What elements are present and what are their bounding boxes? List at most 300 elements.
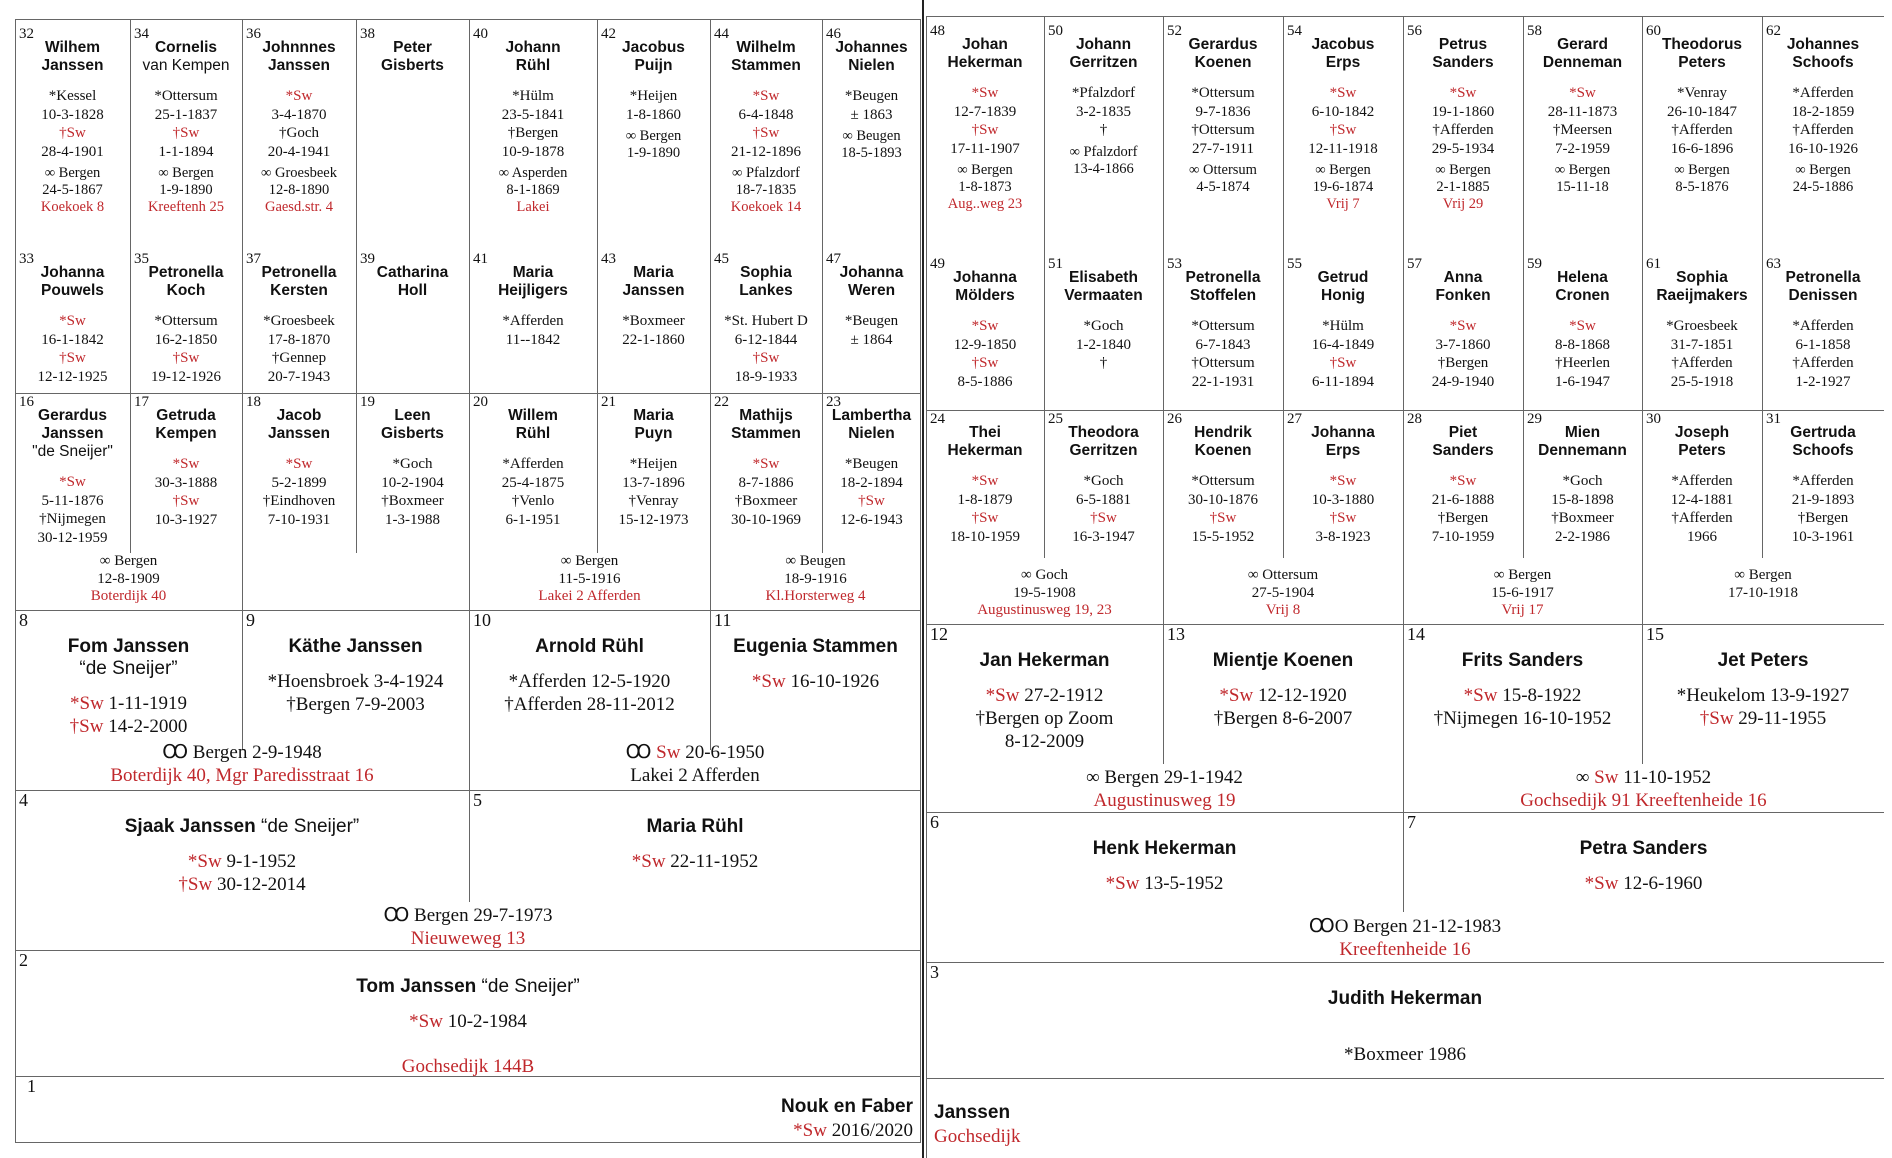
ancestor-number: 49 (930, 256, 945, 272)
ancestor-cell (1642, 255, 1762, 405)
death-date: 8-12-2009 (1004, 731, 1085, 752)
date-line: 1-6-1947 (1555, 373, 1610, 390)
ancestor-dates (242, 312, 356, 386)
marriage-date: 19-6-1874 (1312, 179, 1374, 195)
date-line: 1966 (1687, 528, 1717, 545)
date-line: †Afferden (1671, 355, 1733, 371)
death-line (1163, 707, 1403, 730)
birth-date: 16-10-1926 (785, 671, 880, 692)
date-line: 6-1-1951 (505, 511, 561, 528)
person-number: 6 (930, 812, 939, 832)
address: Gaesd.str. 4 (264, 199, 334, 215)
birth-line (1642, 684, 1884, 707)
ancestor-name: Jacob Janssen (267, 407, 331, 442)
date-line: 28-11-1873 (1547, 103, 1618, 120)
ancestor-number: 23 (826, 394, 841, 410)
marriage-info (1403, 766, 1884, 812)
ancestor-name: Wilhelm Stammen (731, 39, 801, 74)
grid-line (469, 19, 470, 610)
ancestor-dates (15, 473, 130, 547)
ancestor-dates (242, 455, 356, 529)
marriage-info (469, 553, 710, 606)
marriage-place-date (1403, 766, 1884, 789)
marriage-place: ∞ Pfalzdorf (732, 165, 800, 181)
date-line: 10-9-1878 (501, 143, 565, 160)
marriage-info (1642, 162, 1762, 196)
ancestor-dates (1523, 84, 1642, 158)
ancestor-number: 32 (19, 26, 34, 42)
ancestor-name: Wilhem Janssen (41, 39, 104, 74)
ancestor-number: 51 (1048, 256, 1063, 272)
ancestor-cell (710, 250, 822, 390)
person-cell (710, 610, 921, 693)
birth-line (469, 670, 710, 693)
ancestor-name: Lambertha Nielen (831, 407, 912, 442)
date-line: *Afferden (1671, 473, 1733, 489)
marriage-date: 18-5-1893 (841, 145, 902, 161)
date-line: 12-7-1839 (953, 103, 1017, 120)
ancestor-cell (1403, 410, 1523, 570)
birth-place: *Sw (1584, 873, 1619, 894)
grid-line (1642, 624, 1643, 764)
marriage-place: ∞ Bergen (1493, 567, 1552, 583)
marriage-info (926, 766, 1403, 812)
person-cell (469, 610, 710, 716)
date-line: † (1099, 122, 1108, 138)
marriage-info (469, 165, 597, 216)
birth-place: *Sw (985, 685, 1020, 706)
ancestor-name: Getrud Honig (1317, 269, 1369, 304)
ancestor-dates (1762, 472, 1884, 546)
date-line: 30-3-1888 (154, 474, 218, 491)
birth-line (926, 872, 1403, 895)
date-line: 19-1-1860 (1431, 103, 1495, 120)
ancestor-name-suffix: van Kempen (142, 57, 230, 74)
marriage-info (1523, 162, 1642, 196)
birth-place: *Sw (751, 671, 786, 692)
person-name: Nouk en Faber (781, 1096, 913, 1117)
ancestor-cell (242, 393, 356, 553)
marriage-date: 11-5-1916 (558, 570, 621, 587)
birth-place: *Sw (187, 851, 222, 872)
ancestor-cell (1283, 22, 1403, 252)
birth-line (469, 850, 921, 873)
date-line: *Sw (1449, 473, 1477, 489)
person-name: Judith Hekerman (1327, 988, 1483, 1009)
birth-date: 1-11-1919 (103, 693, 187, 714)
ancestor-number: 54 (1287, 23, 1302, 39)
marriage-place: ∞ Bergen (1435, 162, 1491, 178)
date-line: †Sw (1090, 510, 1117, 526)
date-line: †Heerlen (1555, 355, 1610, 371)
ancestor-cell (1523, 22, 1642, 252)
death-place: †Afferden 28-11-2012 (504, 694, 675, 715)
ancestor-name: Johann Gerritzen (1069, 36, 1138, 71)
date-line: 6-12-1844 (734, 331, 798, 348)
person-name-text: Käthe Janssen (288, 636, 423, 657)
birth-date: 22-11-1952 (665, 851, 759, 872)
ancestor-dates (1044, 317, 1163, 373)
date-line: 20-4-1941 (267, 143, 331, 160)
person-name-text: Mientje Koenen (1212, 650, 1354, 671)
ancestor-name: Johnnnes Janssen (262, 39, 336, 74)
date-line: 21-12-1896 (731, 143, 801, 160)
date-line: *Ottersum (1191, 318, 1255, 334)
date-line: †Meersen (1552, 122, 1613, 138)
person-name-text: Frits Sanders (1461, 650, 1584, 671)
birth-date: 9-1-1952 (221, 851, 297, 872)
ancestor-number: 38 (360, 26, 375, 42)
date-line: †Sw (1209, 510, 1237, 526)
marriage-date: 1-9-1890 (159, 182, 213, 198)
marriage-place: ∞ Bergen (44, 165, 101, 181)
ancestor-name: Johanna Weren (839, 264, 904, 299)
ancestor-dates (1403, 84, 1523, 158)
ancestor-dates (15, 312, 130, 386)
date-line: 3-4-1870 (271, 106, 327, 123)
address: Koekoek 14 (730, 199, 802, 215)
ancestor-cell (242, 250, 356, 390)
date-line: *Sw (1449, 318, 1477, 334)
ancestor-number: 44 (714, 26, 729, 42)
ancestor-number: 40 (473, 26, 488, 42)
birth-place: *Sw (1219, 685, 1254, 706)
ancestor-cell (1642, 410, 1762, 570)
ancestor-dates (597, 87, 710, 124)
grid-line (1163, 624, 1164, 764)
address: Lakei (516, 199, 550, 215)
ancestor-number: 20 (473, 394, 488, 410)
marriage-place: Sw (1594, 767, 1619, 788)
ancestor-name: Elisabeth Vermaaten (1064, 269, 1143, 304)
marriage-place-date: ∞ Bergen 29-1-1942 (1086, 767, 1243, 788)
ancestor-dates (1163, 317, 1283, 391)
marriage-place: ∞ Pfalzdorf (1069, 143, 1138, 160)
date-line: †Afferden (1792, 122, 1854, 138)
ancestor-number: 29 (1527, 411, 1542, 427)
person-nickname: “de Sneijer” (476, 976, 580, 997)
person-number: 12 (930, 624, 948, 644)
date-line: 5-2-1899 (271, 474, 327, 491)
date-line: †Boxmeer (381, 493, 444, 509)
person-name (1163, 650, 1403, 672)
ancestor-cell (1044, 410, 1163, 570)
ancestor-cell (15, 393, 130, 553)
ancestor-dates (1523, 472, 1642, 546)
date-line: † (1099, 355, 1108, 371)
date-line: *Goch (1083, 318, 1124, 334)
marriage-info (15, 741, 469, 787)
ancestor-name: Jacobus Erps (1311, 36, 1375, 71)
ancestor-number: 43 (601, 251, 616, 267)
ancestor-cell (469, 250, 597, 390)
person-cell (242, 610, 469, 716)
death-date: 29-11-1955 (1733, 708, 1827, 729)
person-dates (1403, 684, 1642, 730)
grid-line (1523, 16, 1524, 410)
date-line: 10-3-1880 (1311, 491, 1375, 508)
ancestor-name: Mathijs Stammen (731, 407, 801, 442)
marriage-date: 24-5-1886 (1792, 179, 1854, 195)
ancestor-number: 59 (1527, 256, 1542, 272)
date-line: 18-2-1894 (840, 474, 903, 491)
grid-line (822, 393, 823, 553)
ancestor-number: 18 (246, 394, 261, 410)
date-line: 19-12-1926 (151, 368, 221, 385)
date-line: 28-4-1901 (41, 143, 104, 160)
ancestor-number: 41 (473, 251, 488, 267)
date-line: *Heijen (629, 88, 678, 104)
date-line: *Goch (1083, 473, 1124, 489)
grid-line (130, 19, 131, 393)
birth-place: *Hoensbroek 3-4-1924 (267, 671, 444, 692)
birth-line (242, 670, 469, 693)
person-name (242, 636, 469, 658)
person-name-text: Sjaak Janssen (124, 816, 256, 837)
ancestor-number: 33 (19, 251, 34, 267)
marriage-info (926, 567, 1163, 620)
ancestor-name: Anna Fonken (1435, 269, 1491, 304)
ancestor-dates (469, 87, 597, 161)
marriage-info (1403, 567, 1642, 620)
ancestor-name: Cornelis (154, 39, 217, 56)
date-line: 2-2-1986 (1555, 528, 1610, 545)
person-name-text: Tom Janssen (356, 976, 477, 997)
date-line: †Sw (971, 122, 999, 138)
ancestor-name: Willem Rühl (508, 407, 558, 442)
person-cell (1403, 812, 1884, 895)
date-line: 3-2-1835 (1076, 103, 1131, 120)
address: Boterdijk 40, Mgr Paredisstraat 16 (110, 765, 374, 786)
marriage-date: 12-8-1909 (97, 570, 160, 587)
birth-line (710, 670, 921, 693)
date-line: *Goch (392, 456, 433, 472)
date-line: 18-2-1859 (1791, 103, 1855, 120)
person-name-text: Maria Rühl (646, 816, 744, 837)
ancestor-name: Gerardus Koenen (1188, 36, 1258, 71)
person-name-text: Eugenia Stammen (733, 636, 898, 657)
person-name (15, 816, 469, 838)
date-line: 23-5-1841 (501, 106, 565, 123)
date-line: †Nijmegen (39, 511, 106, 527)
address: Vrij 29 (1442, 196, 1484, 212)
marriage-date: 18-9-1916 (784, 570, 847, 587)
death-line (926, 707, 1163, 730)
date-line: ± 1863 (850, 106, 893, 123)
ancestor-cell (1762, 410, 1884, 570)
death-date: 14-2-2000 (103, 716, 188, 737)
date-line: *Afferden (502, 456, 564, 472)
address: Kreeftenh 25 (147, 199, 225, 215)
person-number: 13 (1167, 624, 1185, 644)
address: Augustinusweg 19 (1093, 790, 1236, 811)
marriage-info (822, 128, 921, 162)
date-line: 15-5-1952 (1191, 528, 1255, 545)
ancestor-cell (1163, 22, 1283, 252)
ancestor-dates (710, 455, 822, 529)
person-name-text: Arnold Rühl (535, 636, 644, 657)
date-line: 8-5-1886 (957, 373, 1013, 390)
address: Vrij 17 (1501, 602, 1544, 618)
date-line: *Heijen (629, 456, 678, 472)
death-line (242, 693, 469, 716)
date-line: 16-2-1850 (154, 331, 218, 348)
birth-line (926, 684, 1163, 707)
ancestor-dates (469, 455, 597, 529)
date-line: 12-12-1925 (37, 368, 108, 385)
date-line: 7-10-1931 (267, 511, 331, 528)
ancestor-cell (710, 25, 822, 250)
death-place: †Sw (178, 874, 213, 895)
date-line: †Sw (752, 350, 780, 366)
grid-line (469, 790, 470, 902)
marriage-place: ∞ Groesbeek (261, 165, 337, 181)
ancestor-number: 31 (1766, 411, 1781, 427)
ancestor-number: 63 (1766, 256, 1781, 272)
date-line: 10-3-1961 (1791, 528, 1855, 545)
marriage-place-date: Ꝏ Bergen 29-7-1973 (383, 905, 553, 926)
date-line: †Sw (971, 355, 999, 371)
marriage-place: ∞ Goch (1021, 567, 1068, 583)
date-line: 27-7-1911 (1192, 140, 1254, 157)
ancestor-cell (926, 22, 1044, 252)
birth-date: 27-2-1912 (1019, 685, 1104, 706)
grid-line (1044, 410, 1045, 558)
person-dates (15, 850, 469, 896)
ancestor-dates (15, 87, 130, 161)
birth-line (1403, 684, 1642, 707)
ancestor-dates (242, 87, 356, 161)
date-line: 30-12-1959 (37, 529, 108, 546)
address: Gochsedijk (934, 1126, 1021, 1147)
person-number: 10 (473, 610, 491, 630)
date-line: *Sw (1329, 85, 1357, 101)
date-line: 1-3-1988 (385, 511, 440, 528)
person-number: 14 (1407, 624, 1425, 644)
date-line: 13-7-1896 (622, 474, 685, 491)
birth-place: *Sw (409, 1011, 443, 1032)
ancestor-dates (130, 312, 242, 386)
person-cell (15, 950, 921, 1078)
ancestor-number: 50 (1048, 23, 1063, 39)
date-line: †Afferden (1671, 510, 1733, 526)
date-line: 17-11-1907 (950, 140, 1020, 157)
date-line: *Ottersum (1191, 473, 1255, 489)
marriage-place: ∞ Bergen (1734, 567, 1792, 583)
date-line: *Beugen (844, 88, 899, 104)
grid-line (1762, 410, 1763, 558)
ancestor-number: 30 (1646, 411, 1661, 427)
date-line: 20-7-1943 (267, 368, 331, 385)
ancestor-cell (356, 393, 469, 553)
date-line: *Sw (1569, 85, 1596, 101)
date-line: 16-10-1926 (1788, 140, 1858, 157)
date-line: 26-10-1847 (1667, 103, 1737, 120)
date-line: 3-8-1923 (1315, 528, 1371, 545)
ancestor-number: 21 (601, 394, 616, 410)
birth-place: *Heukelom 13-9-1927 (1676, 685, 1850, 706)
date-line: †Ottersum (1191, 355, 1255, 371)
marriage-date: 18-7-1835 (735, 182, 797, 198)
birth-line (15, 1010, 921, 1033)
death-line (15, 715, 242, 738)
ancestor-cell (822, 393, 921, 553)
date-line: *Groesbeek (1666, 318, 1738, 334)
ancestor-dates (926, 317, 1044, 391)
marriage-info (1642, 567, 1884, 602)
ancestor-name: Maria Puyn (633, 407, 674, 442)
date-line: 1-1-1894 (158, 143, 214, 160)
date-line: *Hülm (1322, 318, 1364, 334)
birth-place: *Sw (631, 851, 666, 872)
grid-line (710, 610, 711, 750)
date-line: †Bergen (1437, 355, 1489, 371)
marriage-place: ∞ Bergen (560, 553, 619, 569)
marriage-info (1163, 162, 1283, 196)
date-line: 1-2-1927 (1795, 373, 1851, 390)
person-dates (1642, 684, 1884, 730)
person-dates (15, 692, 242, 738)
grid-line (356, 19, 357, 393)
date-line: *Ottersum (1191, 85, 1255, 101)
grid-line (356, 393, 357, 553)
person-cell (1403, 624, 1642, 730)
ancestor-name: Johanna Pouwels (40, 264, 105, 299)
ancestor-cell (1403, 255, 1523, 405)
person-dates (242, 670, 469, 716)
person-name (15, 976, 921, 998)
marriage-place: ∞ Bergen (1315, 162, 1371, 178)
ancestor-cell (1403, 22, 1523, 252)
ancestor-cell (822, 250, 921, 390)
address: Gochsedijk 144B (401, 1056, 535, 1077)
person-number: 7 (1407, 812, 1416, 832)
date-line: †Bergen (507, 125, 559, 141)
ancestor-number: 28 (1407, 411, 1422, 427)
ancestor-cell (130, 393, 242, 553)
date-line: †Bergen (1797, 510, 1849, 526)
birth-date: 10-2-1984 (442, 1011, 527, 1032)
birth-date: 12-6-1960 (1618, 873, 1703, 894)
ancestor-name: Maria Heijligers (498, 264, 568, 299)
date-line: †Afferden (1671, 122, 1733, 138)
marriage-place: ∞ Bergen (957, 162, 1013, 178)
date-line: †Sw (1329, 355, 1357, 371)
marriage-place: Sw (656, 742, 681, 763)
date-line: *Boxmeer (622, 313, 685, 329)
ancestor-dates (1403, 317, 1523, 391)
date-line: 15-12-1973 (618, 511, 689, 528)
date-line: 12-6-1943 (840, 511, 903, 528)
date-line: 10-3-1927 (154, 511, 218, 528)
address: Boterdijk 40 (90, 588, 167, 604)
date-line: *Hülm (512, 88, 554, 104)
ancestor-cell (469, 25, 597, 250)
ancestor-name: Petronella Denissen (1785, 269, 1861, 304)
date-line: 16-6-1896 (1670, 140, 1734, 157)
ancestor-dates (822, 87, 921, 124)
date-line: 12-4-1881 (1670, 491, 1734, 508)
person-name (469, 636, 710, 658)
ancestor-cell (926, 255, 1044, 405)
ancestor-cell (1523, 255, 1642, 405)
ancestor-name: Joseph Peters (1674, 424, 1730, 459)
date-line: †Sw (172, 350, 200, 366)
date-line: 6-5-1881 (1076, 491, 1131, 508)
date-line: 30-10-1969 (731, 511, 801, 528)
ancestor-dates (926, 84, 1044, 158)
ancestor-number: 55 (1287, 256, 1302, 272)
